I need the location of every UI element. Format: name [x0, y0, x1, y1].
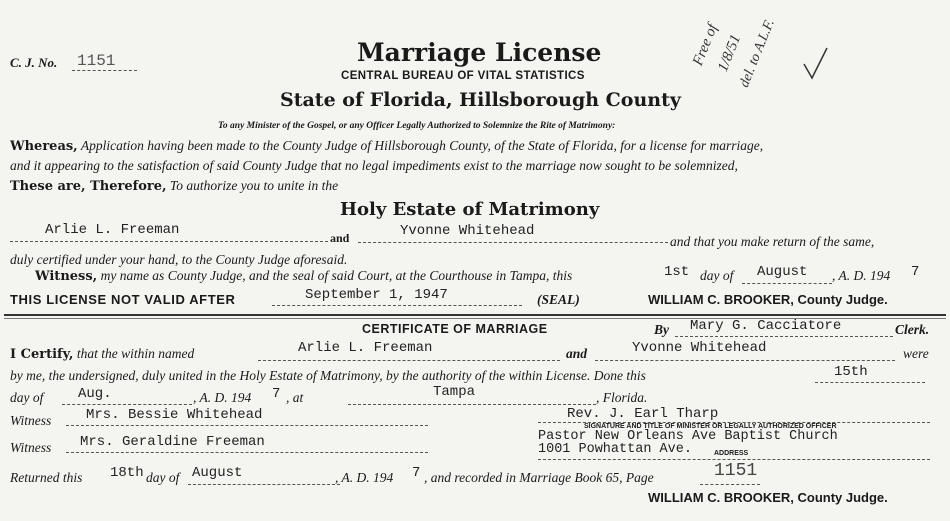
record-page: 1151	[714, 461, 758, 481]
recorded-text: , and recorded in Marriage Book 65, Page	[424, 470, 654, 485]
witness-2: Mrs. Geraldine Freeman	[80, 434, 265, 450]
address-line: To any Minister of the Gospel, or any Officer Legally Authorized to Solemnize the Rite of Matrimony:	[218, 121, 616, 131]
holy-estate-title: Holy Estate of Matrimony	[340, 199, 600, 220]
seal-label: (SEAL)	[537, 292, 580, 307]
certificate-year-digit: 7	[272, 386, 281, 402]
cj-label: C. J. No.	[10, 55, 58, 70]
returned-month: August	[192, 465, 243, 481]
address-caption: ADDRESS	[714, 450, 749, 457]
certificate-title: CERTIFICATE OF MARRIAGE	[362, 322, 548, 336]
day-of-label-2: day of	[10, 390, 44, 405]
witness-1: Mrs. Bessie Whitehead	[86, 407, 263, 423]
state-county: State of Florida, Hillsborough County	[280, 89, 681, 111]
clerk-name: Mary G. Cacciatore	[690, 318, 842, 334]
witness-label-1: Witness	[10, 413, 52, 428]
day-of-label: day of	[700, 268, 734, 283]
clerk-label: Clerk.	[895, 322, 930, 337]
officiant-caption: SIGNATURE AND TITLE OF MINISTER OR LEGALLY AUTHORIZED OFFICER	[584, 423, 837, 430]
license-groom: Arlie L. Freeman	[45, 222, 180, 238]
certificate-day: 15th	[834, 364, 868, 380]
florida-label: , Florida.	[596, 390, 648, 405]
certify-line: I Certify, that the within named	[10, 346, 195, 362]
officiant-name: Rev. J. Earl Tharp	[567, 406, 719, 422]
returned-day: 18th	[110, 465, 144, 481]
bureau-name: CENTRAL BUREAU OF VITAL STATISTICS	[341, 70, 585, 82]
witness-line: Witness, my name as County Judge, and the seal of said Court, at the Courthouse in Tampa, this	[35, 268, 573, 284]
certificate-city: Tampa	[433, 384, 476, 400]
returned-day-of: day of	[146, 470, 180, 485]
by-label: By	[654, 322, 669, 337]
these-line: These are, Therefore, To authorize you to unite in the	[10, 178, 339, 194]
church-street: 1001 Powhattan Ave.	[538, 442, 692, 457]
license-day: 1st	[664, 264, 690, 280]
returned-label: Returned this	[10, 470, 83, 485]
license-bride: Yvonne Whitehead	[400, 223, 535, 239]
certificate-bride: Yvonne Whitehead	[632, 340, 767, 356]
church-name: Pastor New Orleans Ave Baptist Church	[538, 429, 838, 444]
expiry-date: September 1, 1947	[305, 287, 448, 303]
margin-note: Free of	[690, 21, 722, 68]
check-mark-icon	[800, 44, 830, 84]
certificate-groom: Arlie L. Freeman	[298, 340, 433, 356]
whereas-line-2: and it appearing to the satisfaction of said County Judge that no legal impediments exist to the marriage now sought to be solemnized,	[10, 158, 738, 173]
section-divider	[4, 314, 946, 316]
margin-note: del. to A.L.F.	[737, 17, 778, 90]
license-month: August	[757, 264, 808, 280]
county-judge: WILLIAM C. BROOKER, County Judge.	[648, 292, 888, 307]
united-line: by me, the undersigned, duly united in the Holy Estate of Matrimony, by the authority of the within License. Done this	[10, 368, 646, 383]
cj-number: 1151	[77, 52, 116, 70]
license-year-digit: 7	[911, 264, 920, 280]
returned-ad: , A. D. 194	[335, 470, 394, 485]
return-text: and that you make return of the same,	[670, 234, 875, 249]
whereas-line-1: Whereas, Application having been made to the County Judge of Hillsborough County, of the State of Florida, for a license for marriage,	[10, 138, 764, 154]
ad-label-2: , A. D. 194	[193, 390, 252, 405]
and-label: and	[330, 231, 350, 245]
at-label: , at	[286, 390, 304, 405]
were-label: were	[903, 346, 929, 361]
document-title: Marriage License	[357, 38, 602, 67]
certificate-month: Aug.	[78, 386, 112, 402]
certificate-and: and	[566, 346, 588, 361]
witness-label-2: Witness	[10, 440, 52, 455]
county-judge-2: WILLIAM C. BROOKER, County Judge.	[648, 490, 888, 505]
ad-label: , A. D. 194	[832, 268, 891, 283]
returned-year: 7	[412, 465, 421, 481]
duly-text: duly certified under your hand, to the County Judge aforesaid.	[10, 252, 348, 267]
not-valid-label: THIS LICENSE NOT VALID AFTER	[10, 292, 236, 307]
margin-note: 1/8/51	[715, 32, 745, 74]
